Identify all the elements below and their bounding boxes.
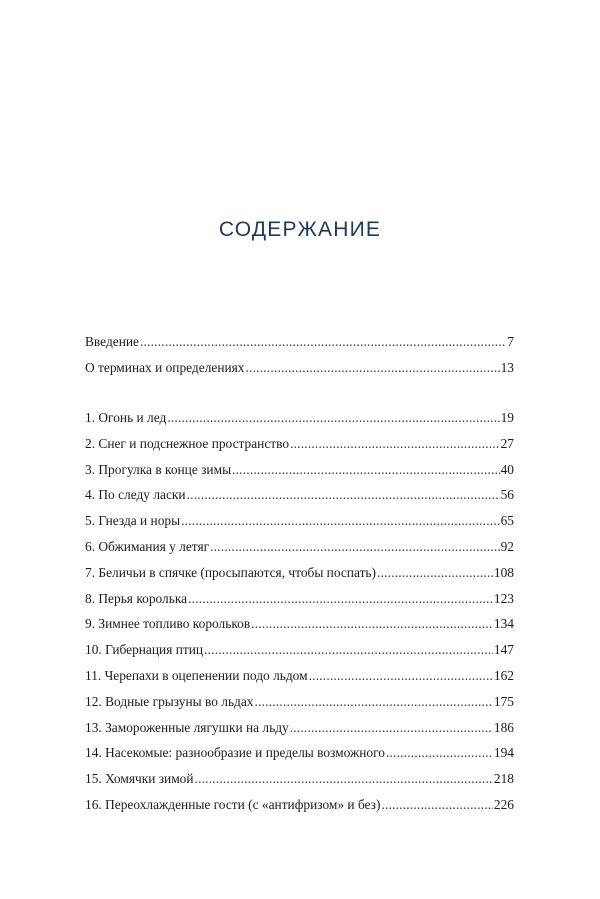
toc-entry-page: 65 bbox=[500, 513, 514, 529]
toc-entry-label: Введение bbox=[85, 334, 139, 349]
toc-entry-chapter-2[interactable] bbox=[85, 435, 514, 461]
toc-entry-introduction[interactable] bbox=[85, 333, 514, 359]
toc-entry-page: 27 bbox=[500, 435, 514, 451]
toc-entry-page: 40 bbox=[500, 461, 514, 477]
toc-entry-page: 108 bbox=[493, 564, 514, 580]
toc-entry-label: 3. Прогулка в конце зимы bbox=[85, 461, 232, 477]
toc-entry-chapter-6[interactable] bbox=[85, 538, 514, 564]
dot-leader bbox=[246, 359, 500, 377]
toc-entry-label: 15. Хомячки зимой bbox=[85, 771, 194, 787]
dot-leader bbox=[251, 615, 493, 633]
toc-entry-chapter-5[interactable] bbox=[85, 512, 514, 538]
toc-entry-chapter-16[interactable] bbox=[85, 796, 514, 822]
dot-leader bbox=[188, 590, 493, 608]
toc-entry-page: 13 bbox=[500, 359, 514, 375]
toc-entry-chapter-11[interactable] bbox=[85, 667, 514, 693]
toc-entry-label: 11. Черепахи в оцепенении подо льдом bbox=[85, 667, 308, 683]
dot-leader bbox=[386, 744, 493, 762]
dot-leader bbox=[140, 333, 506, 351]
toc-entry-label: 1. Огонь и лед bbox=[85, 410, 167, 425]
toc-entry-label: 12. Водные грызуны во льдах bbox=[85, 693, 254, 709]
page-title: СОДЕРЖАНИЕ bbox=[218, 218, 382, 241]
toc-entry-page: 175 bbox=[493, 693, 514, 709]
toc-entry-label: 10. Гибернация птиц bbox=[85, 642, 204, 658]
toc-entry-label: 6. Обжимания у летяг bbox=[85, 538, 210, 554]
toc-entry-terms[interactable] bbox=[85, 359, 514, 385]
toc-entry-chapter-1[interactable] bbox=[85, 409, 514, 435]
toc-entry-chapter-4[interactable] bbox=[85, 486, 514, 512]
toc-entry-label: 2. Снег и подснежное пространство bbox=[85, 435, 290, 451]
toc-entry-chapter-3[interactable] bbox=[85, 461, 514, 487]
toc-entry-chapter-12[interactable] bbox=[85, 693, 514, 719]
toc-entry-label: 7. Беличьи в спячке (просыпаются, чтобы поспать) bbox=[85, 564, 376, 580]
toc-entry-page: 56 bbox=[500, 487, 514, 503]
toc-chapters bbox=[85, 409, 514, 822]
dot-leader bbox=[204, 641, 493, 659]
toc-entry-label: 14. Насекомые: разнообразие и пределы возможного bbox=[85, 745, 385, 761]
dot-leader bbox=[210, 538, 499, 556]
dot-leader bbox=[232, 461, 500, 479]
toc-entry-chapter-14[interactable] bbox=[85, 744, 514, 770]
toc-entry-chapter-10[interactable] bbox=[85, 641, 514, 667]
toc-front-matter bbox=[85, 333, 514, 385]
dot-leader bbox=[167, 409, 499, 427]
toc-entry-page: 92 bbox=[500, 538, 514, 554]
toc-entry-label: 5. Гнезда и норы bbox=[85, 513, 181, 529]
toc-entry-page: 134 bbox=[493, 616, 514, 632]
toc-entry-label: 8. Перья королька bbox=[85, 590, 188, 606]
toc-entry-label: 9. Зимнее топливо корольков bbox=[85, 616, 251, 632]
dot-leader bbox=[309, 667, 493, 685]
toc-entry-label: 4. По следу ласки bbox=[85, 487, 186, 503]
dot-leader bbox=[255, 693, 493, 711]
toc-entry-chapter-15[interactable] bbox=[85, 770, 514, 796]
toc-entry-page: 226 bbox=[493, 796, 514, 812]
dot-leader bbox=[181, 512, 499, 530]
toc-entry-page: 194 bbox=[493, 745, 514, 761]
toc-entry-label: 13. Замороженные лягушки на льду bbox=[85, 719, 289, 735]
toc-entry-chapter-7[interactable] bbox=[85, 564, 514, 590]
toc-entry-chapter-13[interactable] bbox=[85, 719, 514, 745]
dot-leader bbox=[377, 564, 493, 582]
toc-entry-page: 162 bbox=[493, 667, 514, 683]
toc-entry-page: 123 bbox=[493, 590, 514, 606]
dot-leader bbox=[381, 796, 492, 814]
dot-leader bbox=[195, 770, 493, 788]
dot-leader bbox=[187, 486, 500, 504]
dot-leader bbox=[290, 719, 493, 737]
toc-entry-chapter-9[interactable] bbox=[85, 615, 514, 641]
toc-entry-chapter-8[interactable] bbox=[85, 590, 514, 616]
dot-leader bbox=[290, 435, 500, 453]
toc-entry-page: 19 bbox=[500, 410, 514, 425]
toc-entry-page: 7 bbox=[507, 334, 514, 349]
toc-entry-page: 147 bbox=[493, 642, 514, 658]
toc-entry-page: 186 bbox=[493, 719, 514, 735]
toc-entry-label: 16. Переохлажденные гости (с «антифризом» и без) bbox=[85, 796, 381, 812]
toc-entry-label: О терминах и определениях bbox=[85, 359, 245, 375]
toc-entry-page: 218 bbox=[493, 771, 514, 787]
